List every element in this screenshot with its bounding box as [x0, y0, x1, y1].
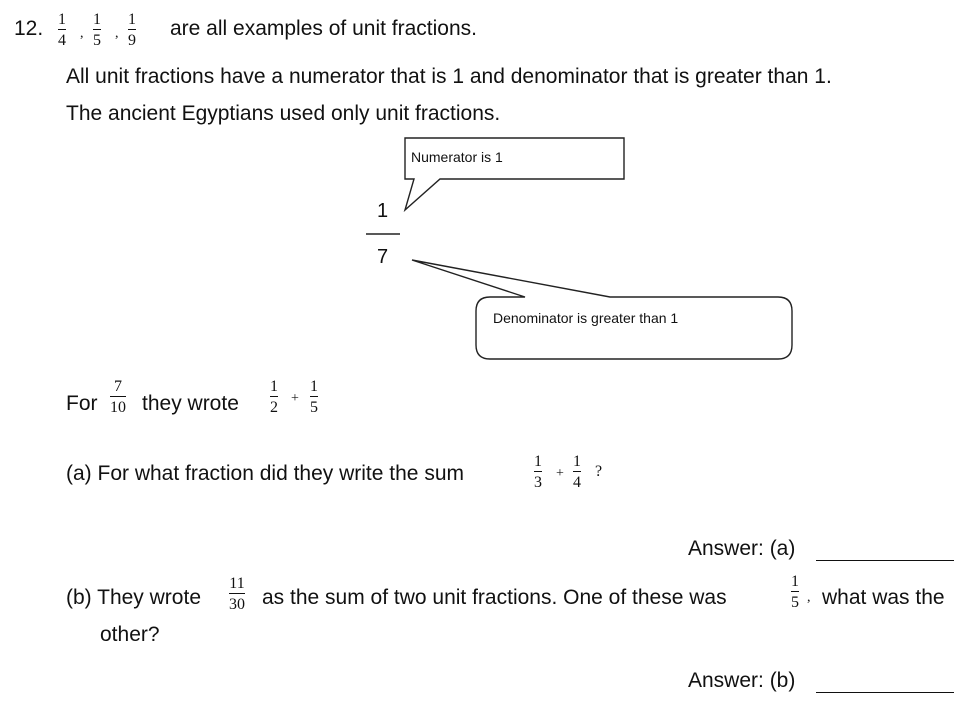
- plus-sign: +: [291, 391, 299, 406]
- denominator: 3: [534, 474, 542, 491]
- intro-text: are all examples of unit fractions.: [170, 17, 477, 40]
- denominator-callout-text: Denominator is greater than 1: [493, 310, 679, 326]
- denominator: 10: [110, 399, 126, 416]
- part-b-fraction-11-30: [229, 575, 245, 613]
- fraction-bar: [573, 471, 581, 472]
- part-a-fraction-1-4: [573, 453, 581, 491]
- answer-b-blank[interactable]: [816, 692, 954, 693]
- part-b-continuation: other?: [100, 623, 160, 646]
- question-mark: ?: [595, 463, 603, 480]
- denominator: 5: [310, 399, 318, 416]
- example-middle-text: they wrote: [142, 392, 239, 415]
- denominator: 9: [128, 32, 136, 49]
- numerator: 1: [534, 453, 542, 470]
- diagram-denominator: 7: [377, 246, 389, 268]
- plus-sign: +: [556, 466, 564, 481]
- example-sum-fraction-1-5: [310, 378, 318, 416]
- denominator: 5: [93, 32, 101, 49]
- part-b-fraction-1-5: [791, 573, 799, 611]
- example-fraction-7-10: [110, 378, 126, 416]
- fraction-bar: [229, 593, 245, 594]
- numerator: 1: [310, 378, 318, 395]
- numerator: 1: [93, 11, 101, 28]
- answer-a-label: Answer: (a): [688, 537, 796, 560]
- denominator: 2: [270, 399, 278, 416]
- numerator: 1: [270, 378, 278, 395]
- answer-a-blank[interactable]: [816, 560, 954, 561]
- part-a-text: (a) For what fraction did they write the sum: [66, 462, 464, 485]
- fraction-bar: [791, 591, 799, 592]
- example-sum-fraction-1-2: [270, 378, 278, 416]
- numerator: 11: [229, 575, 245, 592]
- part-b-text-after: what was the: [822, 586, 945, 609]
- example-prefix: For: [66, 392, 98, 415]
- numerator-callout-text: Numerator is 1: [411, 149, 503, 165]
- fraction-bar: [534, 471, 542, 472]
- part-b-text-middle: as the sum of two unit fractions. One of these was: [262, 586, 727, 609]
- numerator: 1: [791, 573, 799, 590]
- numerator: 1: [128, 11, 136, 28]
- egyptians-text: The ancient Egyptians used only unit fractions.: [66, 102, 501, 125]
- comma: ,: [807, 590, 811, 605]
- numerator: 1: [573, 453, 581, 470]
- diagram-numerator: 1: [377, 200, 389, 222]
- answer-b-label: Answer: (b): [688, 669, 796, 692]
- question-number: 12.: [14, 17, 44, 40]
- numerator: 7: [114, 378, 122, 395]
- denominator: 30: [229, 596, 245, 613]
- part-b-text-before: (b) They wrote: [66, 586, 201, 609]
- comma: ,: [115, 26, 119, 41]
- fraction-bar: [310, 396, 318, 397]
- denominator: 4: [573, 474, 581, 491]
- definition-text: All unit fractions have a numerator that is 1 and denominator that is greater than 1.: [66, 65, 832, 88]
- numerator: 1: [58, 11, 66, 28]
- denominator: 4: [58, 32, 66, 49]
- fraction-bar: [110, 396, 126, 397]
- part-a-fraction-1-3: [534, 453, 542, 491]
- denominator: 5: [791, 594, 799, 611]
- comma: ,: [80, 26, 84, 41]
- fraction-bar: [270, 396, 278, 397]
